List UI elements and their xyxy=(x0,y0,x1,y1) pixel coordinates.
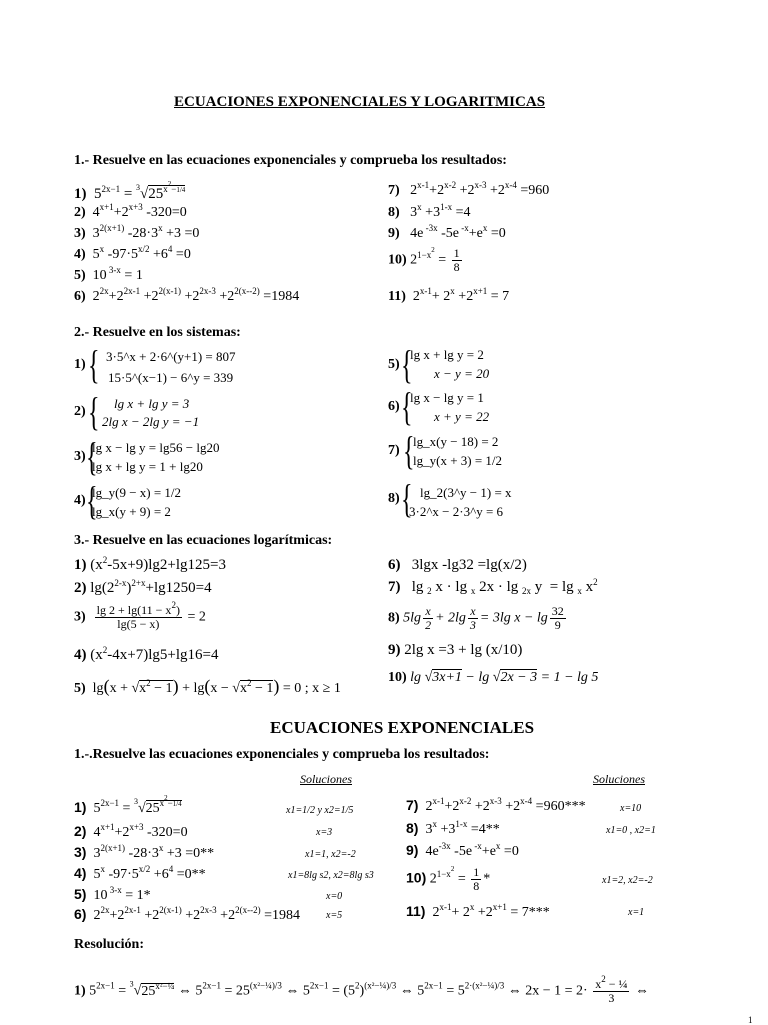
s2-item-8-eq1: lg_2(3^y − 1) = x xyxy=(420,485,512,500)
document-title: ECUACIONES EXPONENCIALES Y LOGARITMICAS xyxy=(174,94,546,110)
s2-item-1-num: 1) xyxy=(74,357,86,372)
section3-heading: 3.- Resuelve en las ecuaciones logarítmicas: xyxy=(74,533,333,548)
solutions-label-left: Soluciones xyxy=(300,772,352,786)
s2-item-4-eq2: lg_x(y + 9) = 2 xyxy=(92,504,171,519)
s4-item-11: 11) $2^{x-1}+ 2^x +2^{x+1} = 7***$ xyxy=(406,902,550,920)
s4-sol-11: x=1 xyxy=(628,907,645,918)
s1-item-6: 6) $2^{2x}+2^{2x-1} +2^{2(x-1)} +2^{2x-3} +2^{2(x--2)} =1984$ xyxy=(74,286,300,304)
section2-heading: 2.- Resuelve en los sistemas: xyxy=(74,325,241,340)
s4-item-9: 9) $4e^{-3x}$ -5e $^{-x}+e^x =0$ xyxy=(406,841,519,859)
s4-item-5: 5) 10 $^{3-x}$ = 1* xyxy=(74,885,151,903)
s1-item-4: 4) 5$^x$ $-97\cdot 5^{x/2} +6^4 =0$ xyxy=(74,244,191,262)
s3-item-7: 7) lg $_2$ x · lg $_x$ 2x · lg $_{2x}$ y = lg $_x$ $x^2$ xyxy=(388,577,598,596)
s3-item-6: 6) 3lgx -lg32 =lg(x/2) xyxy=(388,557,527,573)
s4-sol-6: x=5 xyxy=(326,910,343,921)
s4-sol-3: x1=1, x2=-2 xyxy=(305,849,356,860)
brace-1: { xyxy=(88,342,100,387)
page-number: 1 xyxy=(748,1015,753,1025)
s4-item-8: 8) $3^x +3^{1-x} =4**$ xyxy=(406,819,500,837)
s4-item-6: 6) $2^{2x}+2^{2x-1} +2^{2(x-1)} +2^{2x-3} +2^{2(x--2)} =1984$ xyxy=(74,905,300,923)
solutions-label-right: Soluciones xyxy=(593,772,645,786)
s2-item-1-eq2: 15·5^(x−1) − 6^y = 339 xyxy=(108,370,234,385)
s4-sol-7: x=10 xyxy=(620,803,642,814)
s2-item-6-num: 6) xyxy=(388,399,400,414)
s2-item-4-eq1: lg_y(9 − x) = 1/2 xyxy=(92,485,182,500)
s3-item-4: 4) $(x^2-4x+7)\lg 5+\lg 16=4$ xyxy=(74,645,219,663)
s2-item-6-eq1: lg x − lg y = 1 xyxy=(410,390,484,405)
brace-6: { xyxy=(401,384,413,429)
s4-sol-10: x1=2, x2=-2 xyxy=(602,875,653,886)
s4-item-10: 10) $2^{1-x^2}$ = $\frac{1}{8}$ * xyxy=(406,864,491,893)
brace-5: { xyxy=(401,342,413,387)
s2-item-2-num: 2) xyxy=(74,404,86,419)
s4-item-1: 1) $5^{2x-1} = ^3√25^{x^2-1/4}$ xyxy=(74,794,182,816)
s1-item-3: 3) $3^{2(x+1)}$ $-28\cdot 3^x +3 =0$ xyxy=(74,223,200,241)
s3-item-2: 2) $\lg(2^{2-x})^{2+x}+\lg 1250=4$ xyxy=(74,578,212,596)
s2-item-5-eq2: x − y = 20 xyxy=(434,366,490,381)
s2-item-5-eq1: lg x + lg y = 2 xyxy=(410,347,484,362)
s3-item-9: 9) 2lg x =3 + lg (x/10) xyxy=(388,642,523,658)
brace-8: { xyxy=(401,476,413,521)
s2-item-7-eq1: lg_x(y − 18) = 2 xyxy=(413,434,499,449)
section1-heading: 1.- Resuelve en las ecuaciones exponenciales y comprueba los resultados: xyxy=(74,153,507,168)
section4-heading: 1.-.Resuelve las ecuaciones exponenciales y comprueba los resultados: xyxy=(74,747,490,762)
s1-item-11: 11) $2^{x-1}+ 2^x +2^{x+1} = 7$ xyxy=(388,286,510,304)
s2-item-3-eq2: lg x + lg y = 1 + lg20 xyxy=(92,459,203,474)
s4-sol-5: x=0 xyxy=(326,891,343,902)
s1-item-7: 7) $2^{x-1}+2^{x-2} +2^{x-3} +2^{x-4} =960$ xyxy=(388,180,550,198)
s1-item-1: 1) $5^{2x-1} = ^3√25^{x^2-1/4}$ xyxy=(74,180,186,202)
resolution-heading: Resolución: xyxy=(74,937,144,952)
s2-item-3-num: 3) xyxy=(74,449,86,464)
second-title: ECUACIONES EXPONENCIALES xyxy=(270,718,535,737)
s2-item-7-eq2: lg_y(x + 3) = 1/2 xyxy=(413,453,503,468)
s4-sol-4: x1=8lg s2, x2=8lg s3 xyxy=(288,870,374,881)
brace-7: { xyxy=(403,428,415,473)
s1-item-10: 10) $2^{1-x^2}$ = $\frac{1}{8}$ xyxy=(388,245,460,274)
s3-item-3: 3) $\frac{\lg 2 + \lg(11 - x^2)}{\lg(5 - x)}$ = 2 xyxy=(74,600,206,631)
s2-item-3-eq1: lg x − lg y = lg56 − lg20 xyxy=(92,440,220,455)
s1-item-5: 5) 10 $^{3-x}$ = 1 xyxy=(74,265,143,283)
s1-item-9: 9) 4e $^{-3x}$ -5e $^{-x}+e^x =0$ xyxy=(388,223,506,241)
s3-item-10: 10) lg √3x+1 − lg √2x − 3 = 1 − lg 5 xyxy=(388,670,599,685)
s1-item-2: 2) $4^{x+1}+2^{x+3}$ -320=0 xyxy=(74,202,187,220)
resolution-line-1: 1) $5^{2x-1} = ^3√25^{x^2-\frac{1}{4}}$ ⇔ $5^{2x-1} = 25^{(x^2-\frac{1}{4})/3}$ ⇔ $5^{2x-1} = (5^2)^{(x^2-\frac{1}{4})/3}$ ⇔ $5^{2x-1} = 5^{2\cdot(x^2-\frac{1}{4})/3}$ ⇔ 2x − 1 = 2· $\frac{x^2 - \frac{1}{4}}{3}$ ⇔ xyxy=(74,974,649,1005)
s1-item-8: 8) $3^x +3^{1-x} =4$ xyxy=(388,202,471,220)
s4-item-4: 4) 5$^x$ $-97\cdot 5^{x/2} +6^4 =0**$ xyxy=(74,864,206,882)
s2-item-5-num: 5) xyxy=(388,357,400,372)
s4-sol-2: x=3 xyxy=(316,827,333,838)
s4-item-7: 7) $2^{x-1}+2^{x-2} +2^{x-3} +2^{x-4} =960***$ xyxy=(406,796,586,814)
s2-item-1-eq1: 3·5^x + 2·6^(y+1) = 807 xyxy=(106,349,236,364)
s3-item-8: 8) 5lg $\frac{x}{2}$ + 2lg $\frac{x}{3}$ = 3lg x − lg $\frac{32}{9}$ xyxy=(388,604,564,632)
s2-item-2-eq1: lg x + lg y = 3 xyxy=(114,396,190,411)
s2-item-8-eq2: 3·2^x − 2·3^y = 6 xyxy=(409,504,504,519)
s2-item-4-num: 4) xyxy=(74,493,86,508)
brace-3: { xyxy=(86,434,98,479)
s4-item-2: 2) $4^{x+1}+2^{x+3}$ -320=0 xyxy=(74,822,188,840)
s2-item-8-num: 8) xyxy=(388,491,400,506)
s2-item-7-num: 7) xyxy=(388,443,400,458)
s3-item-5: 5) $\lg(x + √x^2 - 1) + \lg(x - √x^2 - 1) = 0$ ; x ≥ 1 xyxy=(74,676,341,696)
s2-item-2-eq2: 2lg x − 2lg y = −1 xyxy=(102,414,200,429)
brace-2: { xyxy=(88,389,100,434)
s4-item-3: 3) $3^{2(x+1)}$ $-28\cdot 3^x +3 =0**$ xyxy=(74,843,215,861)
s4-sol-1: x1=1/2 y x2=1/5 xyxy=(286,805,354,816)
s3-item-1: 1) $(x^2-5x+9)\lg 2+\lg 125=3$ xyxy=(74,555,226,573)
brace-4: { xyxy=(86,478,98,523)
s4-sol-8: x1=0 , x2=1 xyxy=(606,825,656,836)
s2-item-6-eq2: x + y = 22 xyxy=(434,409,490,424)
